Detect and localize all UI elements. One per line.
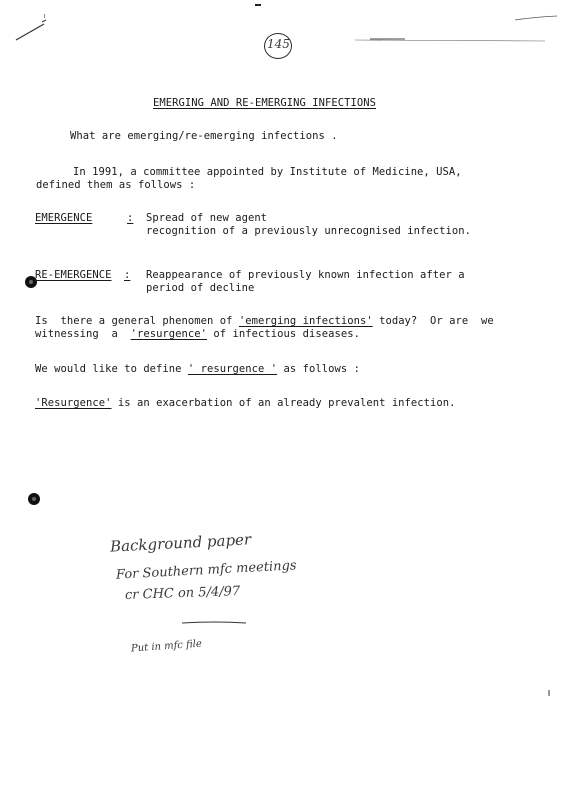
definition-re-emergence-line-1: Reappearance of previously known infection after a <box>146 269 465 281</box>
paragraph-define-text: as follows : <box>277 363 360 375</box>
handwritten-note-line-4: Put in mfc file <box>130 638 203 655</box>
paragraph-define-text: We would like to define <box>35 363 188 375</box>
paragraph-question-line-2 <box>35 328 360 341</box>
term-re-emergence: RE-EMERGENCE <box>35 269 112 281</box>
paragraph-resurgence-text: is an exacerbation of an already prevalent infection. <box>111 397 456 409</box>
resurgence-term: 'Resurgence' <box>35 397 112 409</box>
separator-emergence: : <box>127 212 134 224</box>
question-line: What are emerging/re-emerging infections . <box>70 130 338 142</box>
handwritten-note-line-2: For Southern mfc meetings <box>115 558 297 583</box>
intro-line-2: defined them as follows : <box>36 179 196 191</box>
resurgence-term: 'resurgence' <box>130 328 208 340</box>
paragraph-question-text: Is there a general phenomen of <box>35 315 239 327</box>
ink-speck <box>548 690 550 696</box>
handwritten-note-line-1: Background paper <box>109 530 252 556</box>
paragraph-question-text: of infectious diseases. <box>207 328 360 340</box>
definition-re-emergence-line-2: period of decline <box>146 282 255 294</box>
paragraph-question-line-1 <box>35 315 494 328</box>
corner-mark <box>14 18 48 44</box>
ink-speck <box>44 14 45 18</box>
top-speck <box>255 4 261 6</box>
page-number: 145 <box>267 37 290 51</box>
paragraph-question-text: today? Or are we <box>372 315 494 327</box>
top-right-scribble <box>345 12 560 46</box>
definition-emergence-line-1: Spread of new agent <box>146 212 268 224</box>
separator-re-emergence: : <box>124 269 131 281</box>
paragraph-define <box>35 363 360 376</box>
definition-emergence-line-2: recognition of a previously unrecognised infection. <box>146 225 471 237</box>
paragraph-question-text: witnessing a <box>35 328 131 340</box>
resurgence-term: ' resurgence ' <box>187 363 278 375</box>
document-title: EMERGING AND RE-EMERGING INFECTIONS <box>153 97 377 109</box>
emerging-infections-term: 'emerging infections' <box>238 315 373 327</box>
binder-hole <box>28 493 40 505</box>
handwritten-note-line-3: cr CHC on 5/4/97 <box>124 583 241 604</box>
handwritten-rule <box>180 620 250 626</box>
term-emergence: EMERGENCE <box>35 212 93 224</box>
paragraph-resurgence <box>35 397 456 410</box>
intro-line-1: In 1991, a committee appointed by Institute of Medicine, USA, <box>73 166 462 178</box>
